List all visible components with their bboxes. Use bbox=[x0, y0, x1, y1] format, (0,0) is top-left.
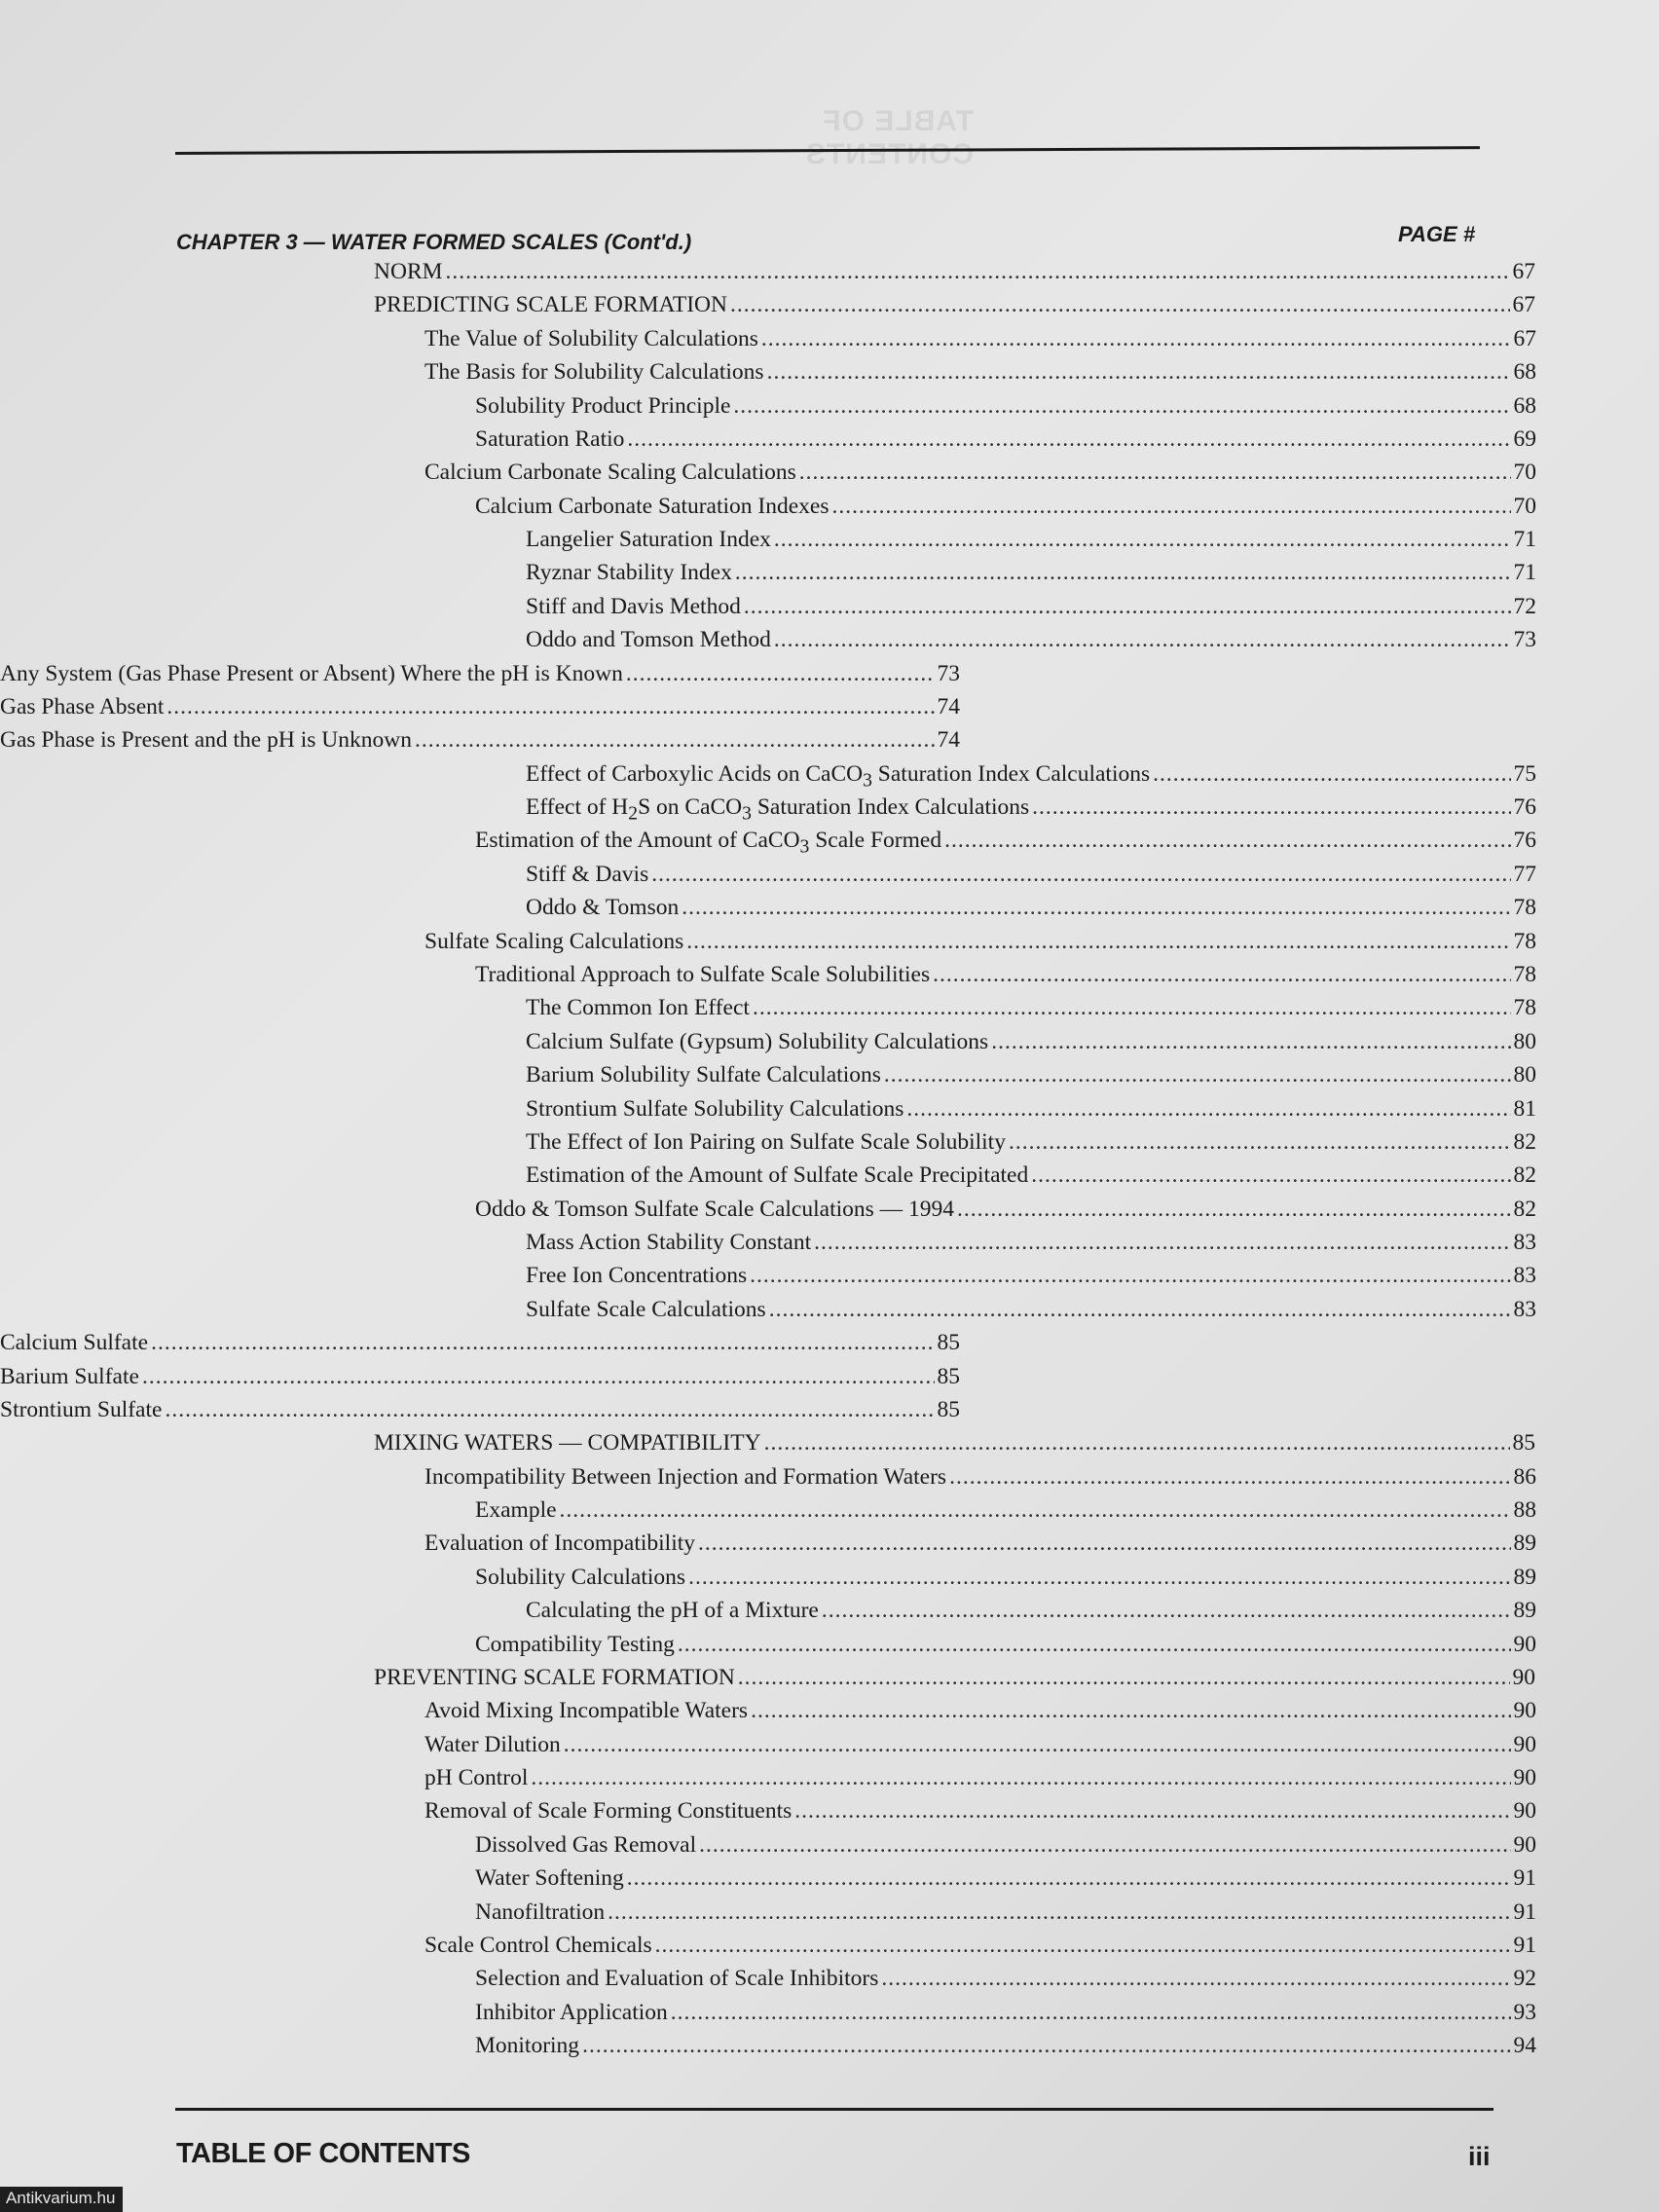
toc-entry bbox=[526, 1062, 1536, 1093]
toc-entry-title: Any System (Gas Phase Present or Absent) Where the pH is Known bbox=[0, 660, 623, 686]
toc-entry-title: Barium Sulfate bbox=[0, 1363, 139, 1389]
toc-leader-dots bbox=[774, 527, 1511, 553]
toc-entry-title: MIXING WATERS — COMPATIBILITY bbox=[374, 1430, 761, 1456]
toc-entry-page: 82 bbox=[1513, 1196, 1536, 1222]
toc-entry-page: 89 bbox=[1513, 1530, 1536, 1557]
toc-entry-title: Sulfate Scaling Calculations bbox=[424, 928, 684, 954]
toc-leader-dots bbox=[933, 962, 1510, 988]
toc-leader-dots bbox=[688, 1565, 1510, 1591]
toc-leader-dots bbox=[651, 862, 1510, 888]
toc-leader-dots bbox=[1153, 761, 1510, 788]
toc-entry bbox=[374, 1430, 1535, 1461]
toc-entry-title: Barium Solubility Sulfate Calculations bbox=[526, 1062, 881, 1088]
toc-entry bbox=[424, 1464, 1536, 1495]
toc-entry-title: The Basis for Solubility Calculations bbox=[424, 359, 764, 386]
toc-entry-page: 90 bbox=[1513, 1631, 1536, 1657]
toc-entry-page: 78 bbox=[1513, 928, 1536, 954]
toc-entry-page: 74 bbox=[937, 693, 960, 719]
toc-leader-dots bbox=[753, 995, 1511, 1021]
toc-entry bbox=[526, 1129, 1536, 1161]
toc-entry-title: Calculating the pH of a Mixture bbox=[526, 1598, 819, 1624]
toc-entry-title: Evaluation of Incompatibility bbox=[424, 1530, 696, 1557]
toc-entry bbox=[526, 1297, 1536, 1328]
toc-entry-page: 80 bbox=[1513, 1062, 1536, 1088]
toc-entry-title: Calcium Sulfate bbox=[0, 1330, 149, 1356]
toc-entry-title: Langelier Saturation Index bbox=[526, 527, 771, 553]
toc-entry bbox=[475, 828, 1536, 859]
toc-leader-dots bbox=[151, 1330, 934, 1356]
toc-entry-title: NORM bbox=[374, 259, 443, 284]
toc-entry-page: 90 bbox=[1513, 1731, 1536, 1757]
toc-entry-title: Strontium Sulfate bbox=[0, 1396, 163, 1422]
toc-entry-page: 92 bbox=[1513, 1966, 1536, 1992]
toc-entry-page: 73 bbox=[1513, 627, 1536, 653]
toc-entry-title: Traditional Approach to Sulfate Scale Solubilities bbox=[475, 961, 931, 987]
toc-entry bbox=[424, 1698, 1536, 1729]
toc-entry-page: 90 bbox=[1513, 1698, 1536, 1724]
toc-entry-title: Oddo & Tomson Sulfate Scale Calculations — 1994 bbox=[475, 1196, 955, 1222]
toc-entry bbox=[526, 1263, 1536, 1294]
toc-entry-title: Inhibitor Application bbox=[475, 1999, 668, 2025]
toc-leader-dots bbox=[738, 1665, 1510, 1691]
watermark: Antikvarium.hu bbox=[0, 2187, 123, 2212]
toc-leader-dots bbox=[906, 1096, 1510, 1123]
toc-entry-title: Calcium Carbonate Saturation Indexes bbox=[475, 493, 830, 519]
toc-entry-title: Gas Phase Absent bbox=[0, 693, 165, 719]
toc-entry-page: 85 bbox=[1512, 1430, 1535, 1456]
footer-rule bbox=[175, 2108, 1493, 2111]
toc-entry-page: 68 bbox=[1513, 392, 1536, 419]
toc-entry bbox=[0, 1330, 960, 1361]
toc-entry-page: 77 bbox=[1513, 861, 1536, 887]
toc-entry-page: 89 bbox=[1513, 1598, 1536, 1624]
toc-entry bbox=[526, 1230, 1536, 1261]
footer-title: TABLE OF CONTENTS bbox=[176, 2138, 470, 2169]
toc-leader-dots bbox=[560, 1497, 1511, 1524]
toc-leader-dots bbox=[1032, 794, 1510, 821]
toc-entry bbox=[475, 1197, 1536, 1228]
toc-entry bbox=[526, 1096, 1536, 1127]
toc-leader-dots bbox=[686, 929, 1510, 955]
toc-entry bbox=[526, 560, 1536, 591]
toc-leader-dots bbox=[582, 2033, 1510, 2059]
toc-entry bbox=[374, 292, 1535, 323]
toc-entry bbox=[424, 326, 1536, 357]
toc-entry-page: 72 bbox=[1513, 593, 1536, 619]
toc-entry-title: Mass Action Stability Constant bbox=[526, 1230, 812, 1256]
toc-entry-page: 85 bbox=[937, 1363, 960, 1389]
toc-entry-title: Removal of Scale Forming Constituents bbox=[424, 1798, 793, 1825]
toc-leader-dots bbox=[735, 560, 1511, 586]
toc-entry-title: Example bbox=[475, 1497, 557, 1524]
toc-leader-dots bbox=[822, 1598, 1511, 1624]
toc-leader-dots bbox=[608, 1899, 1510, 1926]
toc-entry-title: Solubility Product Principle bbox=[475, 392, 731, 419]
page-column-heading: PAGE # bbox=[1398, 222, 1476, 246]
toc-entry bbox=[475, 1966, 1536, 1997]
toc-entry-title: Gas Phase is Present and the pH is Unknown bbox=[0, 727, 412, 754]
toc-entry-page: 90 bbox=[1513, 1765, 1536, 1791]
toc-entry bbox=[526, 594, 1536, 625]
toc-leader-dots bbox=[1009, 1129, 1511, 1156]
toc-entry-page: 82 bbox=[1513, 1162, 1536, 1189]
toc-entry-page: 85 bbox=[937, 1396, 960, 1422]
toc-leader-dots bbox=[446, 259, 1510, 285]
toc-entry bbox=[475, 494, 1536, 525]
toc-entry-page: 80 bbox=[1513, 1028, 1536, 1054]
toc-entry bbox=[475, 426, 1536, 458]
toc-entry-page: 93 bbox=[1513, 1999, 1536, 2025]
toc-leader-dots bbox=[671, 2000, 1511, 2026]
toc-entry bbox=[526, 761, 1536, 793]
toc-entry-page: 81 bbox=[1513, 1095, 1536, 1122]
toc-entry bbox=[0, 1397, 960, 1428]
toc-entry bbox=[424, 1732, 1536, 1763]
toc-entry-title: Effect of Carboxylic Acids on CaCO$_3$ Saturation Index Calculations bbox=[526, 760, 1151, 792]
toc-entry bbox=[475, 1865, 1536, 1897]
toc-entry bbox=[526, 1162, 1536, 1194]
toc-leader-dots bbox=[142, 1364, 935, 1390]
toc-entry-page: 83 bbox=[1513, 1296, 1536, 1322]
toc-entry-page: 78 bbox=[1513, 895, 1536, 921]
toc-entry bbox=[526, 1029, 1536, 1060]
toc-leader-dots bbox=[730, 292, 1510, 318]
toc-leader-dots bbox=[799, 460, 1511, 486]
toc-entry bbox=[374, 1665, 1535, 1696]
toc-entry bbox=[0, 694, 960, 725]
bleed-through-title: TABLE OF CONTENTS bbox=[805, 105, 974, 170]
toc-entry bbox=[424, 1530, 1536, 1562]
toc-entry-page: 82 bbox=[1513, 1128, 1536, 1155]
toc-entry bbox=[526, 527, 1536, 558]
toc-entry bbox=[475, 962, 1536, 993]
toc-leader-dots bbox=[957, 1197, 1510, 1223]
toc-leader-dots bbox=[682, 895, 1510, 921]
toc-entry bbox=[475, 2033, 1536, 2064]
toc-entry-page: 71 bbox=[1513, 560, 1536, 586]
toc-entry-title: Stiff and Davis Method bbox=[526, 593, 741, 619]
toc-entry-page: 73 bbox=[937, 660, 960, 686]
toc-leader-dots bbox=[767, 359, 1511, 386]
toc-leader-dots bbox=[761, 326, 1511, 352]
toc-entry-page: 91 bbox=[1513, 1865, 1536, 1892]
toc-entry-page: 70 bbox=[1513, 493, 1536, 519]
toc-entry-page: 78 bbox=[1513, 995, 1536, 1021]
toc-entry-page: 88 bbox=[1513, 1497, 1536, 1524]
toc-entry-page: 78 bbox=[1513, 961, 1536, 987]
toc-entry-page: 67 bbox=[1513, 325, 1536, 351]
toc-entry bbox=[475, 2000, 1536, 2031]
toc-leader-dots bbox=[655, 1933, 1511, 1959]
toc-entry-title: Effect of $H_2S$ on CaCO$_3$ Saturation Index Calculations bbox=[526, 794, 1030, 825]
toc-entry-page: 70 bbox=[1513, 460, 1536, 486]
toc-entry-title: Water Softening bbox=[475, 1865, 624, 1892]
toc-entry bbox=[526, 862, 1536, 893]
toc-entry bbox=[475, 1632, 1536, 1663]
toc-leader-dots bbox=[750, 1263, 1510, 1289]
toc-entry bbox=[424, 1798, 1536, 1829]
toc-leader-dots bbox=[764, 1430, 1510, 1456]
toc-entry-title: Calcium Carbonate Scaling Calculations bbox=[424, 460, 796, 486]
toc-leader-dots bbox=[166, 694, 934, 720]
toc-leader-dots bbox=[751, 1698, 1510, 1724]
toc-entry-page: 83 bbox=[1513, 1230, 1536, 1256]
toc-leader-dots bbox=[627, 426, 1510, 453]
toc-leader-dots bbox=[698, 1530, 1510, 1557]
toc-entry-page: 91 bbox=[1513, 1933, 1536, 1958]
toc-entry bbox=[526, 995, 1536, 1026]
toc-leader-dots bbox=[415, 727, 935, 754]
toc-entry-title: PREVENTING SCALE FORMATION bbox=[374, 1664, 735, 1690]
toc-entry-title: The Common Ion Effect bbox=[526, 995, 750, 1021]
toc-leader-dots bbox=[165, 1397, 934, 1423]
toc-entry-page: 69 bbox=[1513, 425, 1536, 452]
toc-entry-page: 74 bbox=[937, 727, 960, 754]
toc-entry bbox=[424, 359, 1536, 390]
toc-entry-title: Estimation of the Amount of Sulfate Scale Precipitated bbox=[526, 1162, 1029, 1189]
toc-entry bbox=[0, 661, 960, 692]
toc-entry-page: 94 bbox=[1513, 2033, 1536, 2059]
toc-entry-title: Oddo & Tomson bbox=[526, 895, 680, 921]
toc-leader-dots bbox=[794, 1798, 1510, 1825]
toc-entry-page: 86 bbox=[1513, 1463, 1536, 1490]
toc-entry-title: Calcium Sulfate (Gypsum) Solubility Calculations bbox=[526, 1028, 989, 1054]
toc-leader-dots bbox=[774, 627, 1511, 653]
toc-leader-dots bbox=[733, 393, 1510, 420]
toc-entry-page: 90 bbox=[1513, 1831, 1536, 1858]
toc-entry-page: 76 bbox=[1513, 794, 1536, 821]
toc-entry-page: 89 bbox=[1513, 1564, 1536, 1590]
toc-entry-title: PREDICTING SCALE FORMATION bbox=[374, 292, 727, 318]
toc-entry-title: Selection and Evaluation of Scale Inhibitors bbox=[475, 1966, 879, 1992]
toc-entry-page: 76 bbox=[1513, 828, 1536, 854]
toc-entry-title: Compatibility Testing bbox=[475, 1631, 675, 1657]
toc-entry-page: 71 bbox=[1513, 527, 1536, 553]
toc-entry-title: Solubility Calculations bbox=[475, 1564, 686, 1590]
toc-entry-page: 67 bbox=[1512, 259, 1535, 284]
toc-leader-dots bbox=[626, 661, 935, 687]
toc-leader-dots bbox=[832, 494, 1511, 520]
toc-entry bbox=[424, 929, 1536, 960]
toc-entry bbox=[374, 259, 1535, 290]
toc-entry bbox=[475, 1899, 1536, 1931]
toc-entry bbox=[424, 1765, 1536, 1796]
toc-entry-title: Saturation Ratio bbox=[475, 425, 625, 452]
toc-entry-title: Monitoring bbox=[475, 2033, 580, 2059]
toc-entry-page: 91 bbox=[1513, 1899, 1536, 1925]
chapter-heading: CHAPTER 3 — WATER FORMED SCALES (Cont'd.) bbox=[176, 230, 692, 254]
toc-entry-title: Scale Control Chemicals bbox=[424, 1933, 652, 1958]
toc-entry bbox=[526, 794, 1536, 826]
toc-entry-title: Nanofiltration bbox=[475, 1899, 606, 1925]
toc-entry bbox=[475, 1497, 1536, 1529]
toc-leader-dots bbox=[627, 1865, 1511, 1892]
toc-entry-title: Free Ion Concentrations bbox=[526, 1263, 748, 1289]
toc-entry bbox=[526, 895, 1536, 926]
toc-entry-page: 90 bbox=[1513, 1798, 1536, 1825]
toc-entry bbox=[526, 627, 1536, 658]
toc-entry-title: Water Dilution bbox=[424, 1731, 561, 1757]
toc-entry-title: Stiff & Davis bbox=[526, 861, 649, 887]
toc-entry-title: Incompatibility Between Injection and Formation Waters bbox=[424, 1463, 947, 1490]
toc-entry-title: Sulfate Scale Calculations bbox=[526, 1296, 766, 1322]
toc-entry-title: pH Control bbox=[424, 1765, 529, 1791]
toc-leader-dots bbox=[884, 1062, 1511, 1088]
toc-leader-dots bbox=[678, 1632, 1511, 1658]
toc-leader-dots bbox=[699, 1832, 1510, 1859]
toc-entry-title: Oddo and Tomson Method bbox=[526, 627, 771, 653]
toc-entry-title: Estimation of the Amount of CaCO$_3$ Scale Formed bbox=[475, 828, 942, 859]
toc-leader-dots bbox=[814, 1230, 1510, 1256]
toc-leader-dots bbox=[744, 594, 1511, 620]
toc-entry-title: Dissolved Gas Removal bbox=[475, 1831, 697, 1858]
toc-entry bbox=[526, 1598, 1536, 1629]
footer-page-number: iii bbox=[1468, 2142, 1491, 2171]
toc-entry-page: 85 bbox=[937, 1330, 960, 1356]
toc-entry bbox=[475, 1832, 1536, 1863]
toc-entry-page: 68 bbox=[1513, 359, 1536, 386]
toc-leader-dots bbox=[991, 1029, 1510, 1055]
toc-entry bbox=[0, 727, 960, 758]
toc-entry bbox=[424, 1933, 1536, 1964]
toc-entry bbox=[475, 393, 1536, 424]
toc-leader-dots bbox=[769, 1297, 1511, 1323]
toc-entry bbox=[0, 1364, 960, 1395]
toc-entry-title: Avoid Mixing Incompatible Waters bbox=[424, 1698, 749, 1724]
toc-leader-dots bbox=[949, 1464, 1510, 1491]
toc-entry-title: Ryznar Stability Index bbox=[526, 560, 732, 586]
toc-entry-page: 75 bbox=[1513, 760, 1536, 787]
toc-entry bbox=[475, 1565, 1536, 1596]
toc-entry bbox=[424, 460, 1536, 491]
toc-entry-title: The Effect of Ion Pairing on Sulfate Scale Solubility bbox=[526, 1128, 1006, 1155]
toc-leader-dots bbox=[564, 1732, 1511, 1758]
toc-leader-dots bbox=[1031, 1162, 1510, 1189]
toc-leader-dots bbox=[944, 828, 1510, 854]
toc-leader-dots bbox=[531, 1765, 1510, 1791]
toc-entry-page: 67 bbox=[1512, 292, 1535, 318]
toc-entry-page: 90 bbox=[1512, 1664, 1535, 1690]
toc-entry-title: Strontium Sulfate Solubility Calculations bbox=[526, 1095, 904, 1122]
toc-leader-dots bbox=[881, 1966, 1510, 1992]
toc-entry-page: 83 bbox=[1513, 1263, 1536, 1289]
toc-entry-title: The Value of Solubility Calculations bbox=[424, 325, 758, 351]
